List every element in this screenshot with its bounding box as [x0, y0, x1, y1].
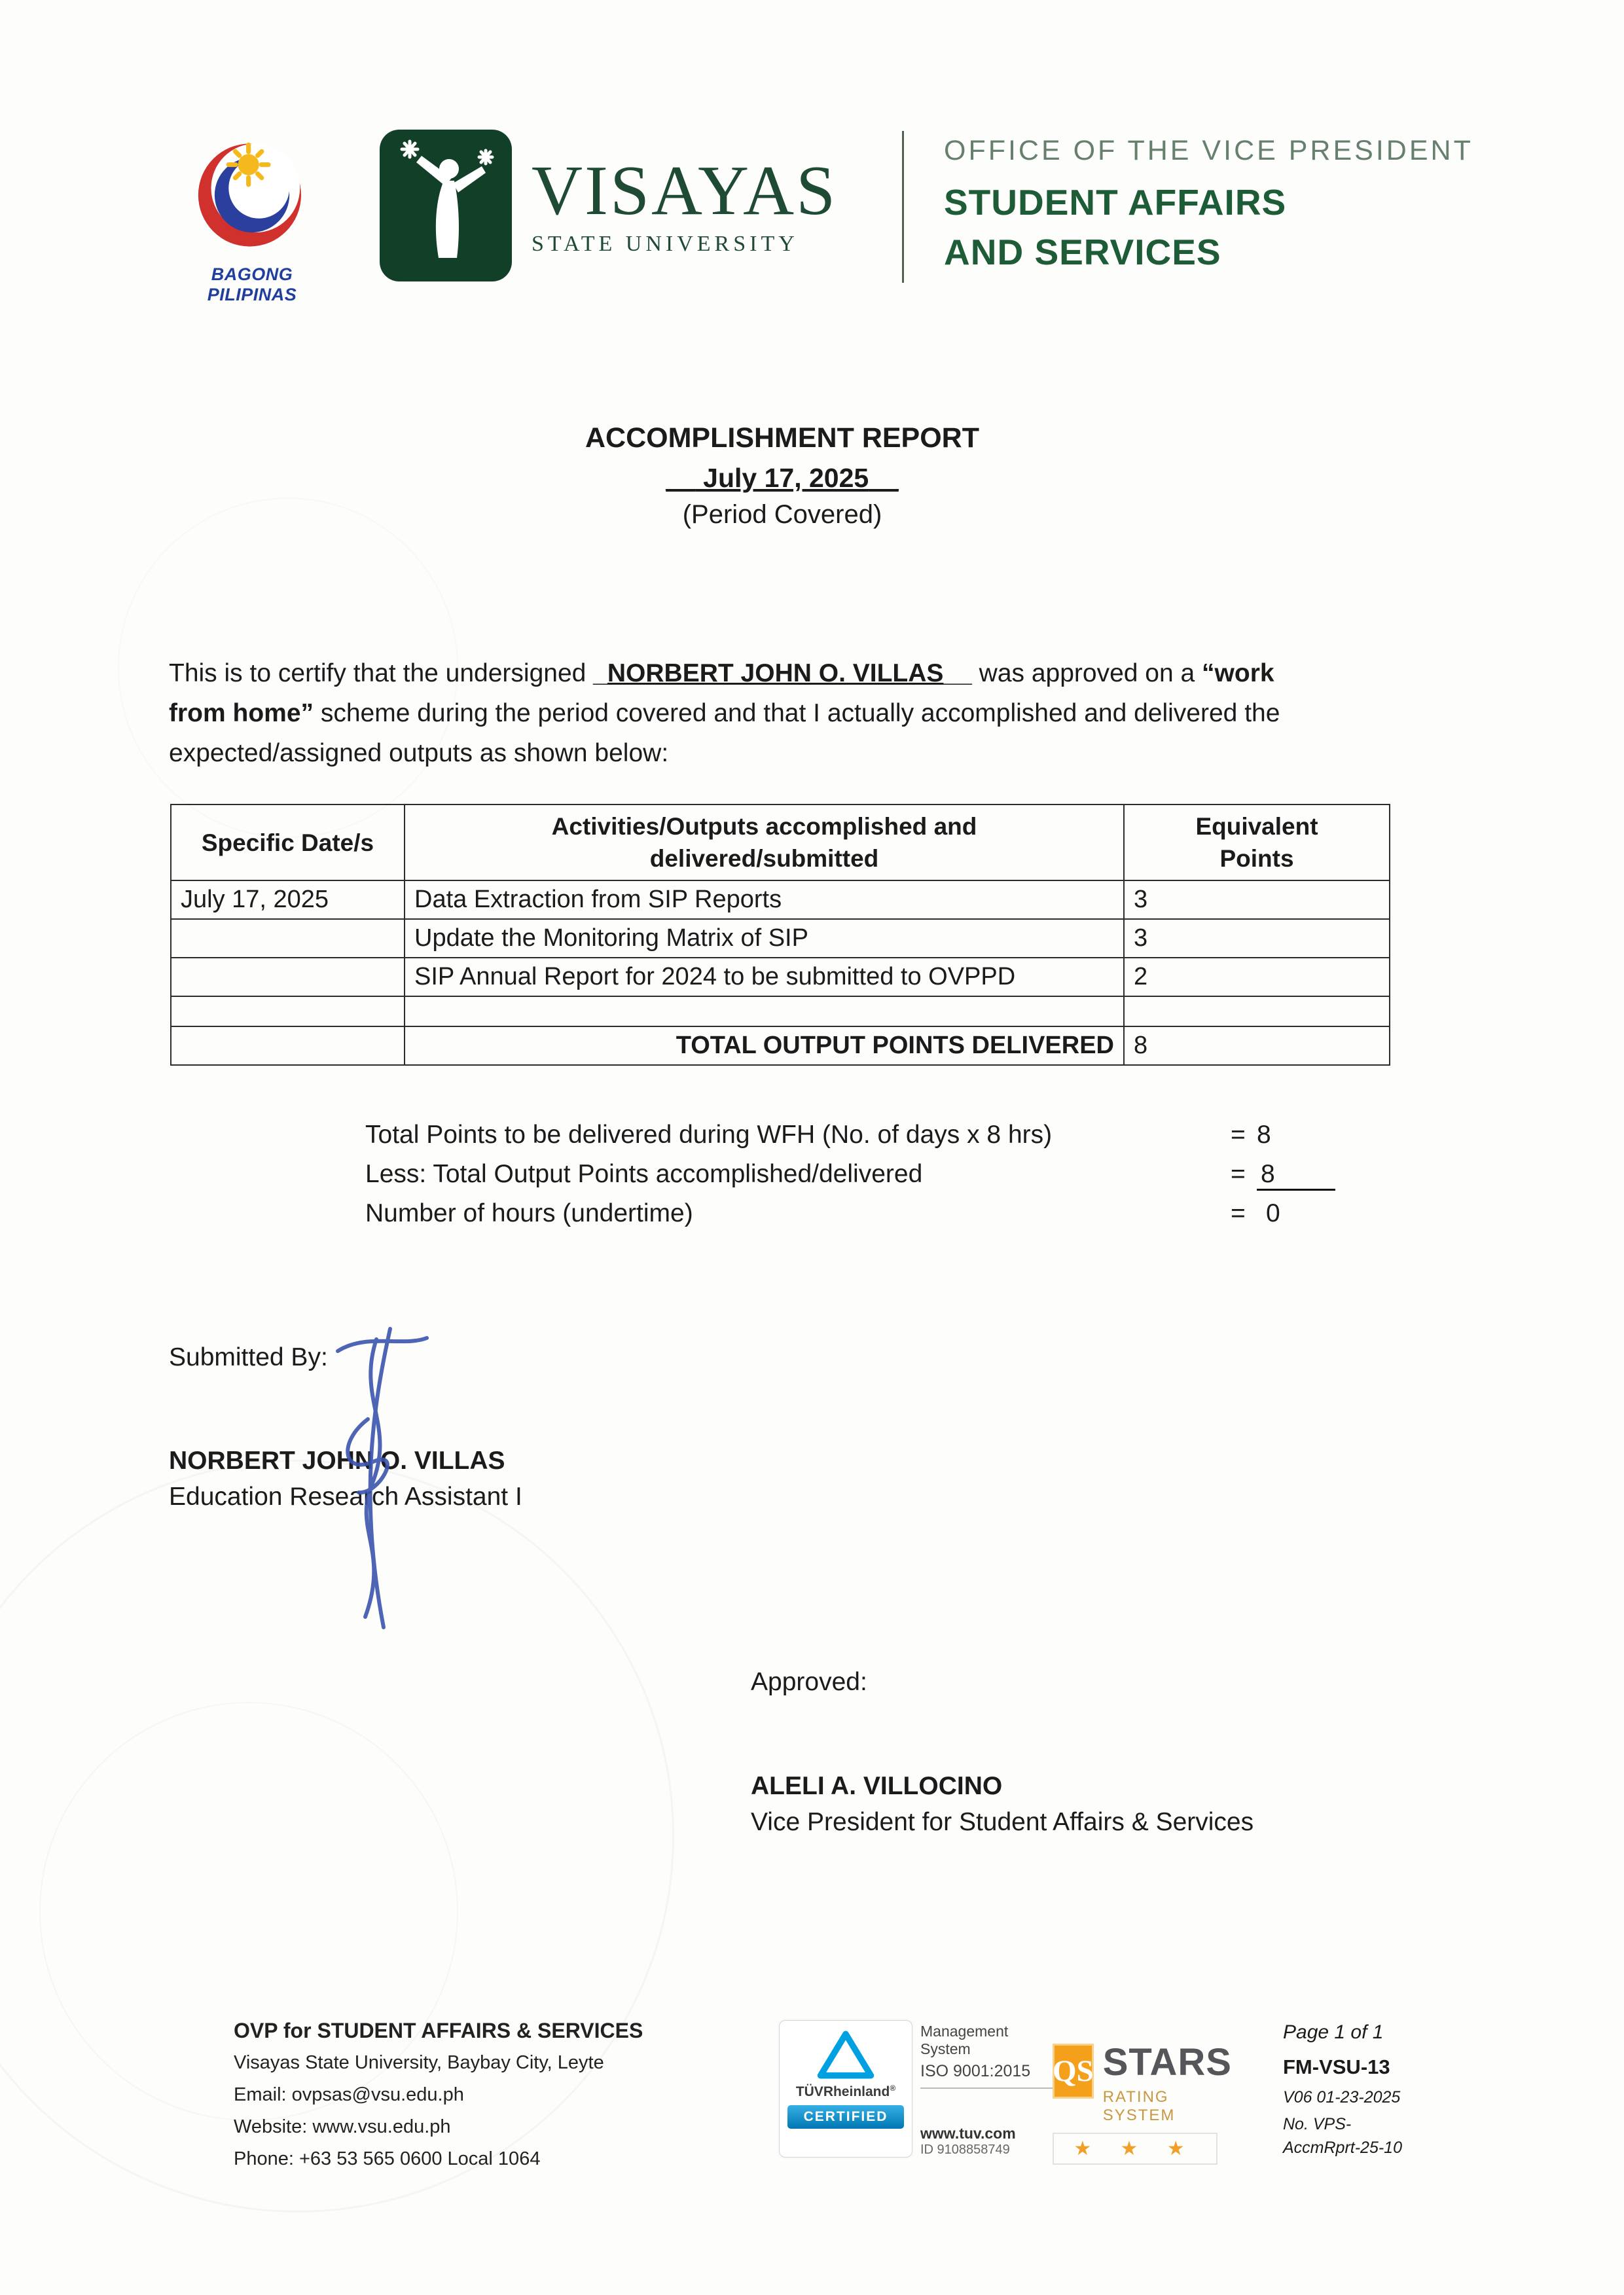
cell-activity: Data Extraction from SIP Reports: [405, 880, 1124, 919]
equals-sign: =: [1231, 1199, 1246, 1227]
tuv-brand: [780, 2084, 912, 2100]
certification-paragraph: [169, 653, 1321, 773]
equals-sign: =: [1231, 1121, 1246, 1149]
tuv-triangle-icon: [814, 2027, 877, 2082]
summary-label: Number of hours (undertime): [365, 1199, 693, 1227]
period-covered-date: July 17, 2025: [695, 463, 869, 493]
header-activities-line2: delivered/submitted: [649, 845, 879, 872]
header-divider: [902, 131, 904, 283]
cell-empty: [171, 1026, 405, 1065]
tuv-cert-id: ID 9108858749: [920, 2142, 1010, 2157]
certify-tail: scheme during the period covered and that I actually accomplished and delivered the expected/assigned outputs as shown below:: [169, 699, 1280, 767]
cell-activity: SIP Annual Report for 2024 to be submitted to OVPPD: [405, 958, 1124, 996]
tuv-brand-text: TÜVRheinland: [795, 2084, 890, 2099]
table-header-row: [171, 804, 1390, 880]
office-line1: OFFICE OF THE VICE PRESIDENT: [944, 135, 1473, 166]
university-name: VISAYAS: [532, 152, 838, 230]
period-covered-label: (Period Covered): [682, 500, 882, 529]
report-date: [0, 463, 1564, 494]
tuv-divider-line: [920, 2087, 1058, 2089]
summary-label: Less: Total Output Points accomplished/delivered: [365, 1160, 923, 1188]
footer-phone: Phone: +63 53 565 0600 Local 1064: [234, 2148, 541, 2169]
date-underscore-suffix: __: [869, 463, 899, 493]
points-summary: [365, 1121, 1386, 1238]
cell-activity: [405, 996, 1124, 1026]
signature-ink: [275, 1321, 458, 1635]
bagong-pilipinas-logo: [168, 130, 336, 305]
qs-box-icon: QS: [1053, 2044, 1094, 2099]
wfh-phrase: “work from home”: [169, 659, 1274, 727]
footer-website: Website: www.vsu.edu.ph: [234, 2116, 451, 2137]
cell-points: 3: [1124, 919, 1390, 958]
tuv-certification-details: [920, 2023, 1071, 2158]
vsu-seal-icon: [378, 128, 513, 283]
approved-label: Approved:: [751, 1668, 867, 1696]
footer-email: Email: ovpsas@vsu.edu.ph: [234, 2084, 464, 2105]
submitted-name: NORBERT JOHN O. VILLAS: [169, 1447, 505, 1475]
form-code: FM-VSU-13: [1283, 2055, 1390, 2078]
footer-contact-block: [234, 2015, 643, 2175]
title-block: [0, 422, 1564, 530]
header-activities: [405, 804, 1124, 880]
page-number: Page 1 of 1: [1283, 2021, 1384, 2043]
employee-name-inline: NORBERT JOHN O. VILLAS: [607, 659, 944, 687]
qs-rating-system-label: RATING SYSTEM: [1102, 2088, 1176, 2124]
certify-lead: This is to certify that the undersigned: [169, 659, 594, 687]
university-subname: STATE UNIVERSITY: [532, 232, 799, 256]
qs-stars-logo: [1053, 2041, 1232, 2165]
cell-date: [171, 919, 405, 958]
summary-label: Total Points to be delivered during WFH (No. of days x 8 hrs): [365, 1121, 1053, 1149]
bagong-pilipinas-seal-icon: [181, 130, 323, 261]
header-points-line2: Points: [1219, 845, 1294, 872]
accomplishment-table: [170, 804, 1390, 1066]
total-output-points: 8: [1124, 1026, 1390, 1065]
office-line3: AND SERVICES: [944, 232, 1221, 272]
cell-activity: Update the Monitoring Matrix of SIP: [405, 919, 1124, 958]
header-specific-dates: Specific Date/s: [171, 804, 405, 880]
form-control-number: No. VPS-AccmRprt-25-10: [1283, 2115, 1402, 2157]
form-version: V06 01-23-2025: [1283, 2088, 1401, 2106]
cell-date: [171, 958, 405, 996]
summary-value: 0: [1266, 1199, 1280, 1227]
submitted-by-label: Submitted By:: [169, 1343, 328, 1371]
summary-row: [365, 1160, 1386, 1199]
cell-points: [1124, 996, 1390, 1026]
report-title: ACCOMPLISHMENT REPORT: [585, 422, 979, 454]
cell-date: [171, 996, 405, 1026]
table-total-row: [171, 1026, 1390, 1065]
equals-sign: =: [1231, 1160, 1246, 1188]
footer-address: Visayas State University, Baybay City, Leyte: [234, 2052, 604, 2073]
header-activities-line1: Activities/Outputs accomplished and: [551, 813, 977, 840]
registered-mark: ®: [890, 2084, 896, 2093]
tuv-url: www.tuv.com: [920, 2125, 1016, 2142]
total-output-label: TOTAL OUTPUT POINTS DELIVERED: [405, 1026, 1124, 1065]
date-underscore-prefix: __: [666, 463, 696, 493]
approved-block: [751, 1668, 1254, 1837]
form-control-block: [1283, 2021, 1440, 2159]
star-rating-icons: ★ ★ ★: [1053, 2133, 1218, 2165]
header-points-line1: Equivalent: [1195, 813, 1318, 840]
office-line2: STUDENT AFFAIRS: [944, 182, 1287, 223]
tuv-system-line1: Management: [920, 2023, 1009, 2040]
name-underscore-suffix: __: [943, 659, 972, 687]
iso-standard: ISO 9001:2015: [920, 2062, 1031, 2080]
summary-value: 8: [1257, 1160, 1335, 1191]
summary-value: 8: [1257, 1121, 1271, 1149]
qs-stars-title: STARS: [1102, 2041, 1232, 2084]
office-title: [944, 135, 1473, 273]
cell-date: July 17, 2025: [171, 880, 405, 919]
bagong-pilipinas-label: BAGONG PILIPINAS: [207, 264, 297, 304]
footer-org: OVP for STUDENT AFFAIRS & SERVICES: [234, 2019, 643, 2042]
table-row: [171, 919, 1390, 958]
table-row-empty: [171, 996, 1390, 1026]
certify-mid: was approved on a: [971, 659, 1202, 687]
cell-points: 2: [1124, 958, 1390, 996]
summary-row: [365, 1121, 1386, 1160]
submitted-position: Education Research Assistant I: [169, 1483, 522, 1511]
cell-points: 3: [1124, 880, 1390, 919]
approved-position: Vice President for Student Affairs & Services: [751, 1808, 1254, 1836]
table-row: [171, 880, 1390, 919]
header-equivalent-points: [1124, 804, 1390, 880]
approved-name: ALELI A. VILLOCINO: [751, 1772, 1003, 1800]
name-underscore-prefix: _: [593, 659, 607, 687]
certified-banner: CERTIFIED: [787, 2105, 904, 2129]
vsu-logo: [378, 128, 513, 283]
summary-row: [365, 1199, 1386, 1238]
table-row: [171, 958, 1390, 996]
tuv-system-line2: System: [920, 2040, 971, 2057]
tuv-certification-logo: [779, 2020, 912, 2158]
university-wordmark: [532, 152, 838, 257]
